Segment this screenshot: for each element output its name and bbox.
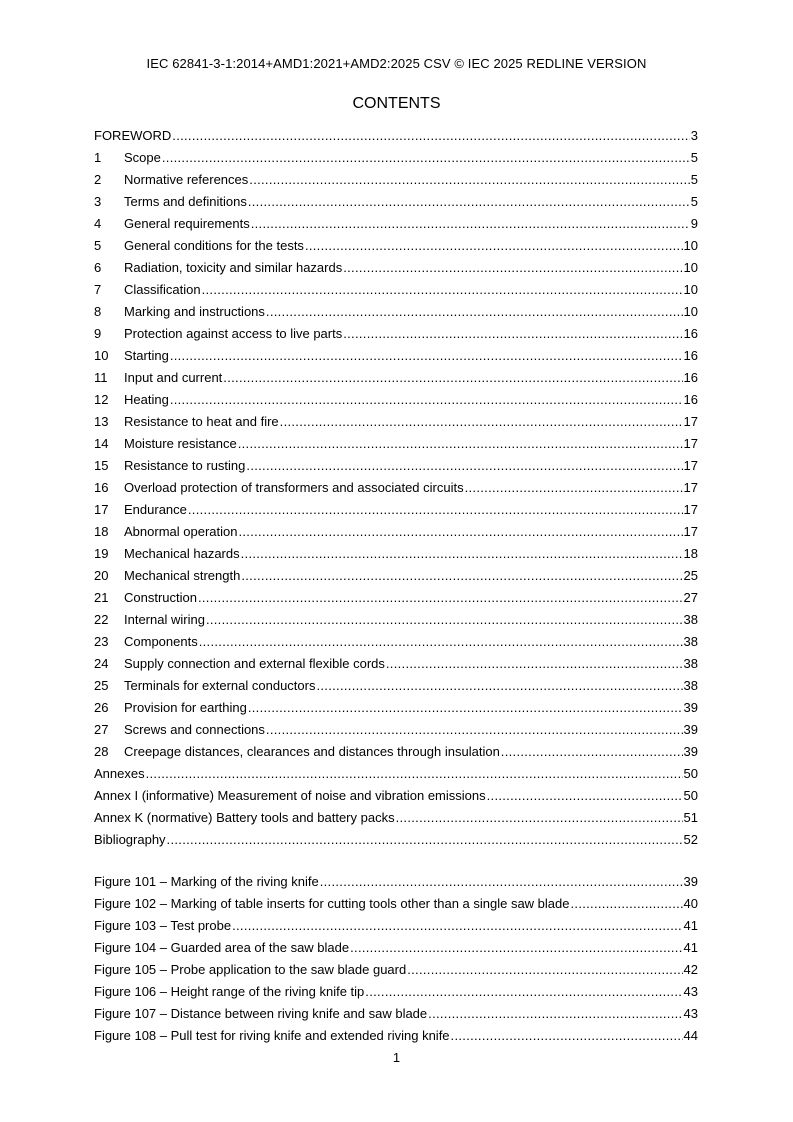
dot-leader [316, 675, 682, 697]
toc-entry-page: 50 [683, 766, 698, 781]
dot-leader [162, 147, 690, 169]
toc-entry-number: 24 [94, 656, 109, 671]
dot-leader [238, 521, 682, 543]
toc-entry[interactable] [94, 257, 698, 279]
toc-entry-page: 52 [683, 832, 698, 847]
dot-leader [246, 455, 682, 477]
toc-entry-title: Internal wiring [124, 612, 205, 627]
toc-entry[interactable] [94, 959, 698, 981]
toc-entry[interactable] [94, 367, 698, 389]
toc-entry[interactable] [94, 455, 698, 477]
toc-entry[interactable] [94, 565, 698, 587]
list-of-figures [94, 871, 698, 1047]
toc-entry-title: Annexes [94, 766, 145, 781]
toc-entry-number: 14 [94, 436, 109, 451]
toc-entry-title: Resistance to heat and fire [124, 414, 279, 429]
toc-entry-title: Construction [124, 590, 197, 605]
toc-entry-number: 13 [94, 414, 109, 429]
toc-entry-page: 5 [690, 194, 698, 209]
toc-entry[interactable] [94, 213, 698, 235]
toc-entry-page: 43 [683, 984, 698, 999]
toc-entry[interactable] [94, 147, 698, 169]
dot-leader [202, 279, 683, 301]
toc-entry-number: 2 [94, 172, 102, 187]
toc-entry-title: Figure 106 – Height range of the riving knife tip [94, 984, 365, 999]
toc-entry[interactable] [94, 893, 698, 915]
dot-leader [206, 609, 683, 631]
toc-entry-title: Figure 107 – Distance between riving knife and saw blade [94, 1006, 428, 1021]
toc-entry-page: 39 [683, 874, 698, 889]
toc-entry-number: 16 [94, 480, 109, 495]
dot-leader [571, 893, 683, 915]
toc-entry[interactable] [94, 763, 698, 785]
toc-entry-page: 25 [683, 568, 698, 583]
dot-leader [248, 697, 683, 719]
toc-entry-page: 18 [683, 546, 698, 561]
toc-entry-page: 43 [683, 1006, 698, 1021]
table-of-contents [94, 125, 698, 851]
toc-entry-page: 41 [683, 940, 698, 955]
toc-entry[interactable] [94, 653, 698, 675]
toc-entry-title: Input and current [124, 370, 223, 385]
toc-entry-page: 50 [683, 788, 698, 803]
toc-entry-title: Mechanical strength [124, 568, 241, 583]
toc-entry[interactable] [94, 675, 698, 697]
toc-entry-page: 42 [683, 962, 698, 977]
toc-entry-page: 16 [683, 392, 698, 407]
toc-entry-page: 3 [690, 128, 698, 143]
toc-entry-title: Screws and connections [124, 722, 265, 737]
toc-entry[interactable] [94, 279, 698, 301]
dot-leader [266, 719, 683, 741]
dot-leader [451, 1025, 683, 1047]
dot-leader [407, 959, 682, 981]
toc-entry[interactable] [94, 1003, 698, 1025]
dot-leader [487, 785, 683, 807]
dot-leader [172, 125, 689, 147]
toc-entry-title: Starting [124, 348, 169, 363]
toc-entry-page: 41 [683, 918, 698, 933]
toc-entry-title: Classification [124, 282, 201, 297]
toc-entry-page: 39 [683, 700, 698, 715]
toc-entry-title: FOREWORD [94, 128, 172, 143]
toc-entry[interactable] [94, 981, 698, 1003]
toc-entry-page: 10 [683, 304, 698, 319]
toc-entry-page: 17 [683, 524, 698, 539]
toc-entry[interactable] [94, 741, 698, 763]
toc-entry-number: 23 [94, 634, 109, 649]
running-header: IEC 62841-3-1:2014+AMD1:2021+AMD2:2025 CSV © IEC 2025 REDLINE VERSION [146, 56, 647, 71]
toc-entry-page: 10 [683, 238, 698, 253]
dot-leader [241, 565, 682, 587]
toc-entry[interactable] [94, 609, 698, 631]
toc-entry-number: 22 [94, 612, 109, 627]
toc-entry-number: 5 [94, 238, 102, 253]
toc-entry[interactable] [94, 697, 698, 719]
toc-entry-page: 39 [683, 744, 698, 759]
dot-leader [343, 323, 682, 345]
dot-leader [501, 741, 683, 763]
toc-entry-title: Resistance to rusting [124, 458, 246, 473]
toc-entry-title: Endurance [124, 502, 187, 517]
toc-entry-title: Mechanical hazards [124, 546, 240, 561]
toc-entry[interactable] [94, 631, 698, 653]
toc-entry-number: 26 [94, 700, 109, 715]
toc-entry-title: Figure 101 – Marking of the riving knife [94, 874, 319, 889]
toc-entry-page: 44 [683, 1028, 698, 1043]
toc-entry[interactable] [94, 829, 698, 851]
toc-entry-number: 12 [94, 392, 109, 407]
toc-entry-title: Protection against access to live parts [124, 326, 343, 341]
dot-leader [170, 345, 683, 367]
toc-entry[interactable] [94, 521, 698, 543]
toc-entry-title: Figure 105 – Probe application to the saw blade guard [94, 962, 407, 977]
toc-entry-page: 38 [683, 678, 698, 693]
toc-entry-page: 39 [683, 722, 698, 737]
page-number: 1 [392, 1050, 401, 1065]
toc-entry-page: 16 [683, 370, 698, 385]
toc-entry[interactable] [94, 785, 698, 807]
dot-leader [198, 587, 683, 609]
toc-entry-number: 28 [94, 744, 109, 759]
toc-entry-title: Figure 102 – Marking of table inserts for cutting tools other than a single saw blade [94, 896, 570, 911]
toc-entry-number: 10 [94, 348, 109, 363]
dot-leader [146, 763, 683, 785]
toc-entry-page: 5 [690, 150, 698, 165]
toc-entry-page: 38 [683, 634, 698, 649]
toc-entry-title: Heating [124, 392, 169, 407]
toc-entry-page: 5 [690, 172, 698, 187]
toc-entry-title: Bibliography [94, 832, 166, 847]
toc-entry-page: 17 [683, 414, 698, 429]
toc-entry-title: Terms and definitions [124, 194, 247, 209]
toc-entry[interactable] [94, 301, 698, 323]
toc-entry-number: 18 [94, 524, 109, 539]
toc-entry-title: Moisture resistance [124, 436, 237, 451]
toc-entry-title: Figure 103 – Test probe [94, 918, 232, 933]
toc-entry[interactable] [94, 125, 698, 147]
dot-leader [223, 367, 682, 389]
toc-entry-title: Radiation, toxicity and similar hazards [124, 260, 343, 275]
toc-entry[interactable] [94, 191, 698, 213]
toc-entry-page: 16 [683, 326, 698, 341]
toc-entry-title: Figure 108 – Pull test for riving knife and extended riving knife [94, 1028, 450, 1043]
toc-entry-number: 6 [94, 260, 102, 275]
dot-leader [248, 191, 690, 213]
toc-entry-title: Marking and instructions [124, 304, 265, 319]
toc-entry-page: 27 [683, 590, 698, 605]
dot-leader [350, 937, 682, 959]
page-title: CONTENTS [352, 95, 441, 112]
toc-entry-number: 8 [94, 304, 102, 319]
toc-entry[interactable] [94, 477, 698, 499]
toc-entry-title: Normative references [124, 172, 249, 187]
toc-entry-title: Annex I (informative) Measurement of noise and vibration emissions [94, 788, 486, 803]
toc-entry-number: 17 [94, 502, 109, 517]
toc-entry-page: 10 [683, 260, 698, 275]
toc-entry-title: General conditions for the tests [124, 238, 304, 253]
dot-leader [232, 915, 682, 937]
toc-entry-number: 9 [94, 326, 102, 341]
toc-entry[interactable] [94, 807, 698, 829]
toc-entry-number: 21 [94, 590, 109, 605]
toc-entry-title: Components [124, 634, 198, 649]
toc-entry[interactable] [94, 323, 698, 345]
toc-entry-page: 51 [683, 810, 698, 825]
dot-leader [170, 389, 683, 411]
toc-entry-title: Provision for earthing [124, 700, 247, 715]
dot-leader [365, 981, 682, 1003]
toc-entry-number: 3 [94, 194, 102, 209]
toc-entry[interactable] [94, 389, 698, 411]
toc-entry[interactable] [94, 235, 698, 257]
toc-entry-title: Annex K (normative) Battery tools and battery packs [94, 810, 395, 825]
toc-entry-page: 9 [690, 216, 698, 231]
toc-entry[interactable] [94, 433, 698, 455]
dot-leader [343, 257, 682, 279]
toc-entry-title: Figure 104 – Guarded area of the saw blade [94, 940, 350, 955]
toc-entry-title: Abnormal operation [124, 524, 238, 539]
toc-entry[interactable] [94, 169, 698, 191]
toc-entry-page: 38 [683, 612, 698, 627]
toc-entry-title: Scope [124, 150, 161, 165]
dot-leader [280, 411, 683, 433]
dot-leader [386, 653, 683, 675]
dot-leader [249, 169, 689, 191]
dot-leader [320, 871, 683, 893]
toc-entry-number: 11 [94, 370, 108, 385]
toc-entry[interactable] [94, 345, 698, 367]
toc-entry-number: 20 [94, 568, 109, 583]
toc-entry[interactable] [94, 719, 698, 741]
toc-entry-page: 10 [683, 282, 698, 297]
dot-leader [199, 631, 683, 653]
toc-entry-title: Creepage distances, clearances and distances through insulation [124, 744, 500, 759]
toc-entry[interactable] [94, 411, 698, 433]
toc-entry-number: 27 [94, 722, 109, 737]
dot-leader [188, 499, 683, 521]
toc-entry-number: 7 [94, 282, 102, 297]
toc-entry-page: 40 [683, 896, 698, 911]
toc-entry[interactable] [94, 587, 698, 609]
toc-entry-number: 15 [94, 458, 109, 473]
dot-leader [241, 543, 683, 565]
toc-entry[interactable] [94, 915, 698, 937]
toc-entry-title: Terminals for external conductors [124, 678, 316, 693]
toc-entry[interactable] [94, 1025, 698, 1047]
dot-leader [428, 1003, 682, 1025]
dot-leader [167, 829, 683, 851]
toc-entry-number: 25 [94, 678, 109, 693]
dot-leader [238, 433, 683, 455]
toc-entry-title: Supply connection and external flexible cords [124, 656, 385, 671]
toc-entry-title: General requirements [124, 216, 250, 231]
toc-entry-number: 19 [94, 546, 109, 561]
toc-entry-page: 17 [683, 458, 698, 473]
toc-entry[interactable] [94, 499, 698, 521]
dot-leader [396, 807, 683, 829]
toc-entry-number: 1 [94, 150, 102, 165]
toc-entry-page: 17 [683, 502, 698, 517]
dot-leader [266, 301, 683, 323]
dot-leader [251, 213, 690, 235]
toc-entry[interactable] [94, 543, 698, 565]
toc-entry[interactable] [94, 937, 698, 959]
toc-entry-page: 17 [683, 480, 698, 495]
toc-entry-page: 17 [683, 436, 698, 451]
toc-entry-page: 38 [683, 656, 698, 671]
dot-leader [305, 235, 683, 257]
dot-leader [465, 477, 683, 499]
toc-entry-number: 4 [94, 216, 102, 231]
toc-entry-title: Overload protection of transformers and associated circuits [124, 480, 464, 495]
toc-entry-page: 16 [683, 348, 698, 363]
toc-entry[interactable] [94, 871, 698, 893]
